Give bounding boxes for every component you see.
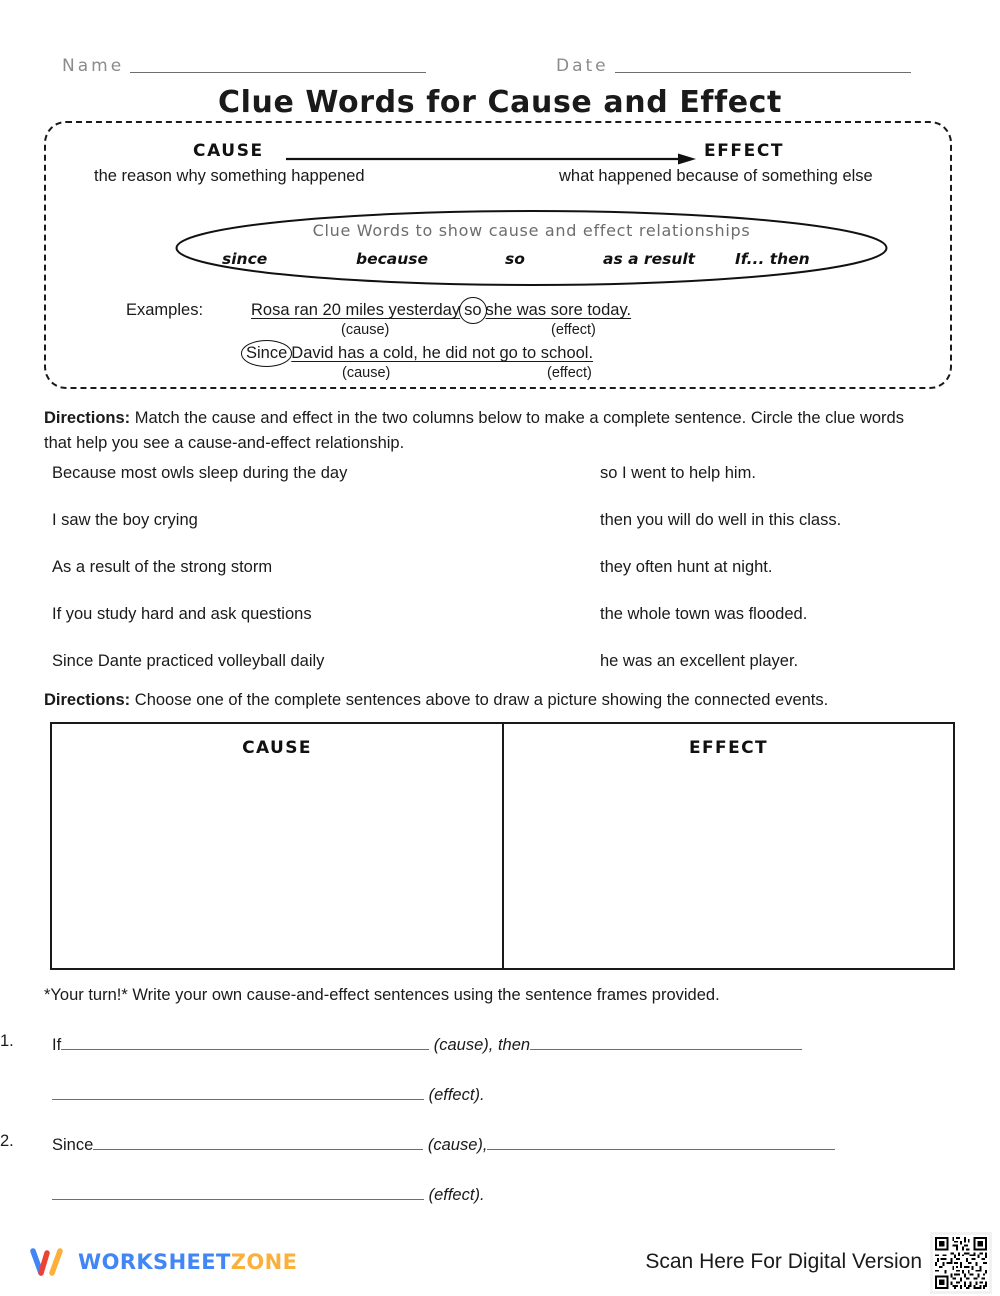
- clue-word-as-a-result: as a result: [603, 250, 696, 268]
- example2-tag-cause: (cause): [342, 365, 391, 381]
- directions-1-label: Directions:: [44, 409, 131, 427]
- frame-2-cause-blank[interactable]: [93, 1132, 423, 1150]
- sentence-frame-2-line-2: [52, 1182, 485, 1208]
- example2-tag-effect: (effect): [547, 365, 592, 381]
- match-cause-0[interactable]: Because most owls sleep during the day: [52, 464, 348, 482]
- cause-description: the reason why something happened: [94, 167, 365, 185]
- examples-label: Examples:: [126, 301, 204, 319]
- example-sentence-1: [251, 301, 631, 323]
- effect-heading: EFFECT: [704, 141, 785, 161]
- example2-clue-word-circled: Since: [242, 344, 291, 363]
- frame-2-tag-effect: (effect).: [428, 1186, 485, 1204]
- worksheet-zone-logo[interactable]: [30, 1244, 297, 1280]
- logo-word-worksheet: WORKSHEET: [78, 1250, 231, 1274]
- frame-1-cause-blank[interactable]: [61, 1032, 429, 1050]
- match-row[interactable]: [0, 511, 1000, 535]
- example-1-tags: [251, 322, 711, 342]
- example1-cause-text: Rosa ran 20 miles yesterday: [251, 301, 461, 319]
- date-write-line[interactable]: [615, 72, 911, 73]
- match-cause-3[interactable]: If you study hard and ask questions: [52, 605, 312, 623]
- frame-1-tag-cause: (cause), then: [433, 1036, 531, 1054]
- match-effect-4[interactable]: he was an excellent player.: [600, 652, 799, 670]
- logo-wordmark: [78, 1250, 297, 1274]
- name-label: Name: [62, 56, 125, 76]
- sentence-frame-2-line-1: [0, 1132, 835, 1158]
- logo-word-zone: ZONE: [230, 1250, 298, 1274]
- frame-2-tag-cause: (cause),: [427, 1136, 488, 1154]
- cause-effect-descriptions: [46, 167, 954, 191]
- directions-2: [44, 688, 934, 713]
- match-effect-1[interactable]: then you will do well in this class.: [600, 511, 842, 529]
- frame-1-effect-blank-b[interactable]: [52, 1082, 424, 1100]
- examples-section: [46, 301, 954, 387]
- example1-effect-text: she was sore today.: [485, 301, 632, 319]
- match-cause-1[interactable]: I saw the boy crying: [52, 511, 198, 529]
- match-effect-2[interactable]: they often hunt at night.: [600, 558, 773, 576]
- frame-2-effect-blank-b[interactable]: [52, 1182, 424, 1200]
- page-title: Clue Words for Cause and Effect: [217, 85, 782, 120]
- match-row[interactable]: [0, 605, 1000, 629]
- page-footer: [0, 1228, 1000, 1294]
- clue-words-list: [222, 250, 847, 274]
- clue-word-if-then: If... then: [735, 250, 810, 268]
- name-date-header: [62, 56, 938, 82]
- match-row[interactable]: [0, 652, 1000, 676]
- directions-1: [44, 406, 934, 456]
- clue-words-ellipse: [174, 209, 889, 287]
- clue-word-since: since: [222, 250, 268, 268]
- name-write-line[interactable]: [130, 72, 426, 73]
- match-row[interactable]: [0, 558, 1000, 582]
- cause-effect-heading-row: [46, 141, 954, 167]
- table-divider: [502, 724, 504, 968]
- date-label: Date: [556, 56, 609, 76]
- directions-2-text: Choose one of the complete sentences above to draw a picture showing the connected events.: [130, 691, 829, 709]
- ellipse-title: Clue Words to show cause and effect relationships: [312, 221, 751, 240]
- frame-2-number: 2.: [0, 1132, 14, 1150]
- date-field-group: [556, 56, 911, 76]
- frame-1-number: 1.: [0, 1032, 14, 1050]
- match-row[interactable]: [0, 464, 1000, 488]
- frame-1-lead: If: [52, 1036, 62, 1054]
- effect-description: what happened because of something else: [559, 167, 873, 185]
- clue-word-so: so: [505, 250, 525, 268]
- sentence-frames: [0, 1032, 1000, 1212]
- directions-2-label: Directions:: [44, 691, 131, 709]
- match-effect-0[interactable]: so I went to help him.: [600, 464, 756, 482]
- your-turn-instruction: *Your turn!* Write your own cause-and-effect sentences using the sentence frames provided.: [44, 986, 720, 1004]
- match-cause-4[interactable]: Since Dante practiced volleyball daily: [52, 652, 325, 670]
- example1-clue-word-circled: so: [460, 301, 485, 320]
- logo-mark-icon: [30, 1245, 70, 1279]
- matching-exercise: [0, 464, 1000, 682]
- match-effect-3[interactable]: the whole town was flooded.: [600, 605, 808, 623]
- scan-here-text: Scan Here For Digital Version: [645, 1250, 922, 1273]
- example2-sentence-text: David has a cold, he did not go to school.: [291, 344, 594, 362]
- match-cause-2[interactable]: As a result of the strong storm: [52, 558, 273, 576]
- frame-1-effect-blank-a[interactable]: [530, 1032, 802, 1050]
- drawing-table: [50, 722, 955, 970]
- sentence-frame-1-line-1: [0, 1032, 802, 1058]
- frame-2-lead: Since: [52, 1136, 94, 1154]
- cause-effect-info-box: [44, 121, 952, 389]
- name-field-group: [62, 56, 426, 76]
- qr-code-icon[interactable]: [930, 1232, 992, 1294]
- directions-1-text: Match the cause and effect in the two columns below to make a complete sentence. Circle the clue words that help you see a cause-and-effect relationship.: [44, 409, 904, 452]
- example1-tag-effect: (effect): [551, 322, 596, 338]
- example-2-tags: [242, 365, 712, 385]
- cause-heading: CAUSE: [193, 141, 264, 161]
- frame-1-tag-effect: (effect).: [428, 1086, 485, 1104]
- frame-2-effect-blank-a[interactable]: [487, 1132, 835, 1150]
- drawing-table-effect-header: EFFECT: [689, 738, 768, 758]
- sentence-frame-1-line-2: [52, 1082, 485, 1108]
- drawing-table-cause-header: CAUSE: [242, 738, 312, 758]
- clue-word-because: because: [356, 250, 429, 268]
- example-sentence-2: [242, 344, 593, 366]
- right-arrow-icon: [286, 152, 696, 164]
- example1-tag-cause: (cause): [341, 322, 390, 338]
